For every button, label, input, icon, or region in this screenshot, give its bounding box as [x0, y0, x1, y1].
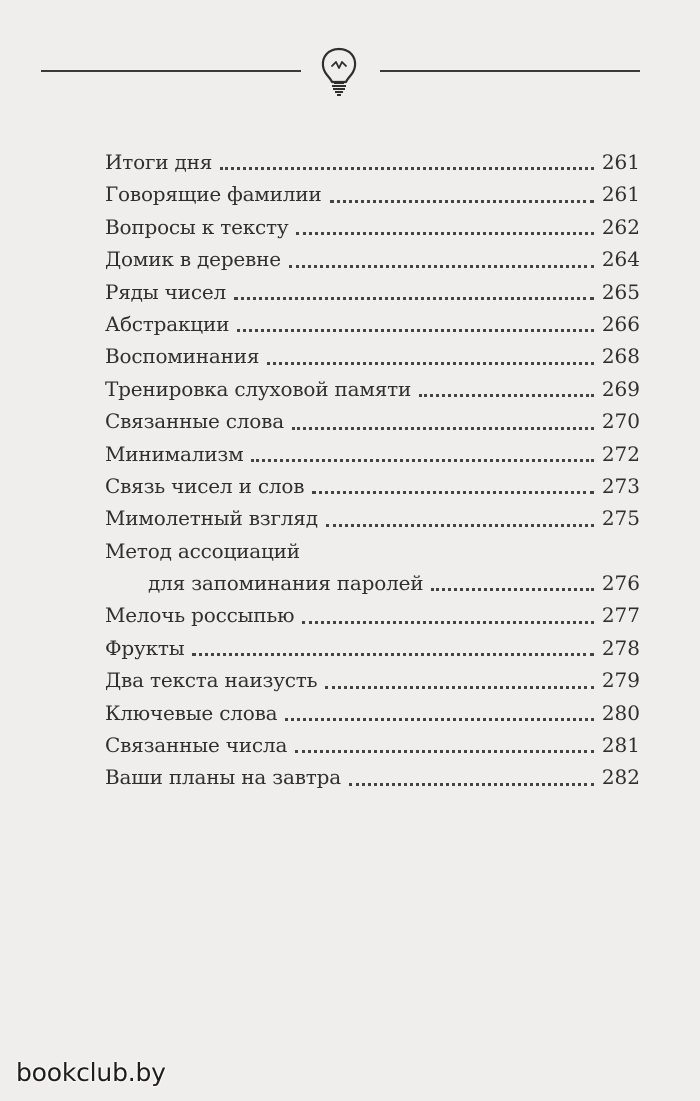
toc-entry-title: Связанные слова: [105, 409, 284, 434]
toc-dot-leader: [295, 750, 594, 753]
toc-entry: [105, 599, 640, 631]
toc-entry-title: Метод ассоциаций: [105, 538, 300, 563]
toc-entry-title: Ряды чисел: [105, 279, 226, 304]
toc-page-number: 279: [601, 668, 640, 693]
toc-entry: [105, 276, 640, 308]
toc-page-number: 262: [601, 214, 640, 239]
toc-entry: [105, 438, 640, 470]
toc-page-number: 276: [601, 571, 640, 596]
toc-entry: [105, 211, 640, 243]
toc-dot-leader: [431, 588, 593, 591]
toc-entry-title: Два текста наизусть: [105, 668, 318, 693]
toc-entry-continuation: [105, 567, 640, 599]
toc-entry-title: Говорящие фамилии: [105, 182, 322, 207]
toc-entry-title: Воспоминания: [105, 344, 260, 369]
toc-entry: [105, 243, 640, 275]
toc-entry: [105, 308, 640, 340]
toc-dot-leader: [296, 232, 593, 235]
toc-dot-leader: [192, 653, 593, 656]
toc-entry-title: Связь чисел и слов: [105, 473, 305, 498]
toc-entry: [105, 405, 640, 437]
toc-entry: [105, 632, 640, 664]
toc-dot-leader: [419, 394, 594, 397]
toc-page-number: 264: [601, 247, 640, 272]
toc-entry: [105, 664, 640, 696]
toc-entry-title: Тренировка слуховой памяти: [105, 376, 412, 401]
toc-page-number: 278: [601, 635, 640, 660]
toc-page-number: 261: [601, 150, 640, 174]
toc-entry: [105, 761, 640, 793]
toc-entry: [105, 470, 640, 502]
toc-dot-leader: [267, 362, 593, 365]
toc-dot-leader: [325, 686, 593, 689]
toc-entry: [105, 340, 640, 372]
toc-entry: [105, 373, 640, 405]
toc-entry: [105, 502, 640, 534]
toc-entry-title: Вопросы к тексту: [105, 214, 289, 239]
toc-entry: [105, 729, 640, 761]
toc-entry-title: Минимализм: [105, 441, 244, 466]
header-rule-right: [380, 70, 640, 72]
toc-page-number: 266: [601, 311, 640, 336]
toc-dot-leader: [220, 167, 594, 170]
toc-page-number: 277: [601, 603, 640, 628]
toc-entry-title: Связанные числа: [105, 733, 288, 758]
toc-entry-title: для запоминания паролей: [148, 571, 424, 596]
toc-dot-leader: [349, 783, 594, 786]
toc-dot-leader: [326, 524, 594, 527]
toc-page-number: 273: [601, 473, 640, 498]
toc-dot-leader: [312, 491, 594, 494]
toc-entry-title: Итоги дня: [105, 150, 213, 174]
toc-entry-title: Фрукты: [105, 635, 185, 660]
toc-page-number: 261: [601, 182, 640, 207]
table-of-contents: [105, 146, 640, 794]
light-bulb-icon: [318, 46, 360, 100]
toc-page-number: 265: [601, 279, 640, 304]
toc-page-number: 270: [601, 409, 640, 434]
toc-entry-title: Домик в деревне: [105, 247, 281, 272]
toc-entry: [105, 697, 640, 729]
toc-dot-leader: [289, 265, 594, 268]
toc-dot-leader: [237, 329, 594, 332]
toc-entry-title: Ваши планы на завтра: [105, 765, 341, 790]
toc-entry-title: Абстракции: [105, 311, 230, 336]
toc-page-number: 282: [601, 765, 640, 790]
toc-page-number: 272: [601, 441, 640, 466]
toc-page-number: 269: [601, 376, 640, 401]
toc-dot-leader: [330, 200, 594, 203]
toc-entry: [105, 146, 640, 178]
toc-page-number: 280: [601, 700, 640, 725]
toc-dot-leader: [251, 459, 593, 462]
toc-entry-title: Ключевые слова: [105, 700, 278, 725]
toc-dot-leader: [285, 718, 593, 721]
toc-entry-title: Мимолетный взгляд: [105, 506, 318, 531]
toc-dot-leader: [292, 427, 594, 430]
header-rule-left: [41, 70, 301, 72]
toc-entry: [105, 535, 640, 567]
watermark: bookclub.by: [16, 1058, 166, 1087]
toc-page-number: 281: [601, 733, 640, 758]
toc-page-number: 268: [601, 344, 640, 369]
toc-page-number: 275: [601, 506, 640, 531]
toc-dot-leader: [234, 297, 594, 300]
toc-entry-title: Мелочь россыпью: [105, 603, 295, 628]
toc-dot-leader: [302, 621, 593, 624]
toc-entry: [105, 178, 640, 210]
